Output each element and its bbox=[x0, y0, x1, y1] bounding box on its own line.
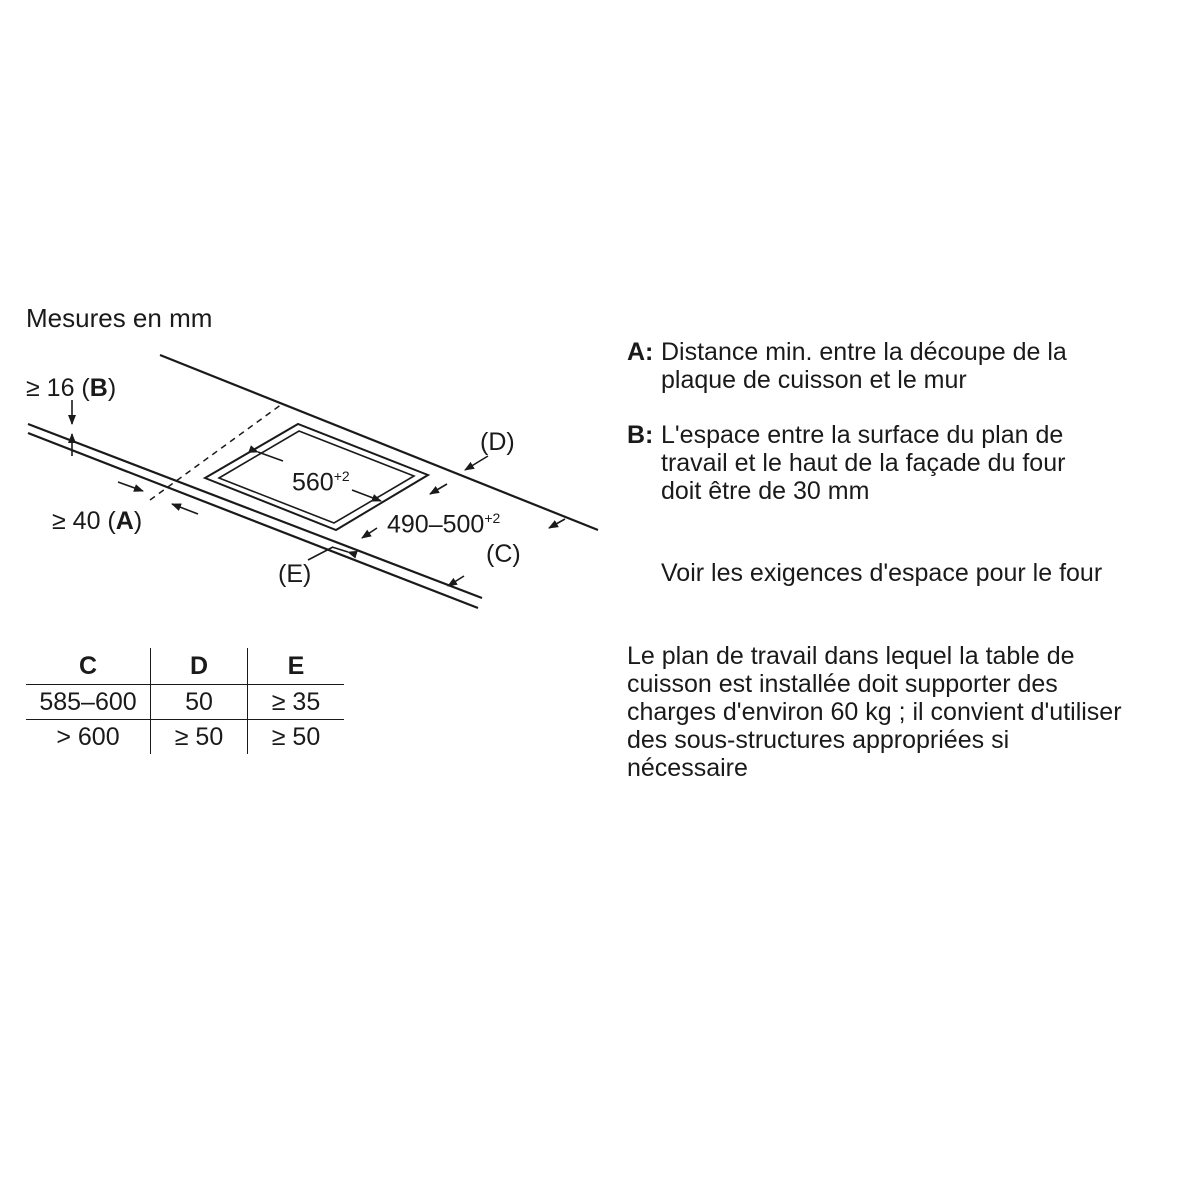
a-dim-right-arrow bbox=[172, 504, 198, 514]
e-leader-line bbox=[308, 547, 333, 560]
table-cell: 585–600 bbox=[26, 685, 151, 720]
oven-note: Voir les exigences d'espace pour le four bbox=[661, 559, 1103, 587]
table-header-row bbox=[26, 648, 344, 685]
table-header-d: D bbox=[151, 648, 248, 685]
table-cell: > 600 bbox=[56, 722, 120, 751]
e-label: (E) bbox=[278, 560, 312, 588]
clearance-table bbox=[26, 648, 344, 754]
cutout-depth-label: $490-500^{+2}$ bbox=[387, 510, 501, 539]
table-header-e: E bbox=[248, 648, 345, 685]
d-label: (D) bbox=[480, 428, 515, 456]
cutout-width-label: $560^{+2}$ bbox=[292, 468, 350, 497]
note-b-key: B: bbox=[627, 421, 654, 449]
note-b-text: L'espace entre la surface du plan de travail et le haut de la façade du four doit être de 30 mm bbox=[661, 421, 1066, 505]
c-leader-bottom-arrow bbox=[448, 576, 464, 586]
depth-dim-top-arrow bbox=[430, 484, 447, 494]
d-leader-arrow bbox=[465, 456, 488, 470]
c-leader-top-arrow bbox=[549, 519, 565, 528]
note-b bbox=[627, 421, 1187, 511]
width-dim-left-arrow bbox=[258, 452, 283, 461]
table-cell: ≥ 50 bbox=[151, 720, 248, 755]
b-dimension-label: ≥ 16 (B) bbox=[26, 374, 117, 402]
note-a-text: Distance min. entre la découpe de la plaque de cuisson et le mur bbox=[661, 338, 1067, 394]
depth-dim-bottom-arrow bbox=[362, 528, 377, 538]
table-cell: ≥ 35 bbox=[248, 685, 345, 720]
table-cell: ≥ 50 bbox=[248, 720, 345, 755]
a-dimension-label: ≥ 40 (A) bbox=[52, 507, 143, 535]
width-dim-right-arrow bbox=[352, 490, 381, 501]
note-a-key: A: bbox=[627, 338, 654, 366]
units-title: Mesures en mm bbox=[26, 303, 213, 333]
table-row bbox=[26, 720, 344, 755]
load-note: Le plan de travail dans lequel la table de cuisson est installée doit supporter des charges d'environ 60 kg ; il convient d'utiliser des sous-structures appropriées si nécessaire bbox=[627, 642, 1122, 782]
c-label: (C) bbox=[486, 540, 521, 568]
table-row bbox=[26, 685, 344, 720]
table-header-c: C bbox=[26, 648, 151, 685]
a-dim-left-arrow bbox=[118, 482, 143, 491]
note-a bbox=[627, 338, 1187, 398]
table-cell: 50 bbox=[151, 685, 248, 720]
